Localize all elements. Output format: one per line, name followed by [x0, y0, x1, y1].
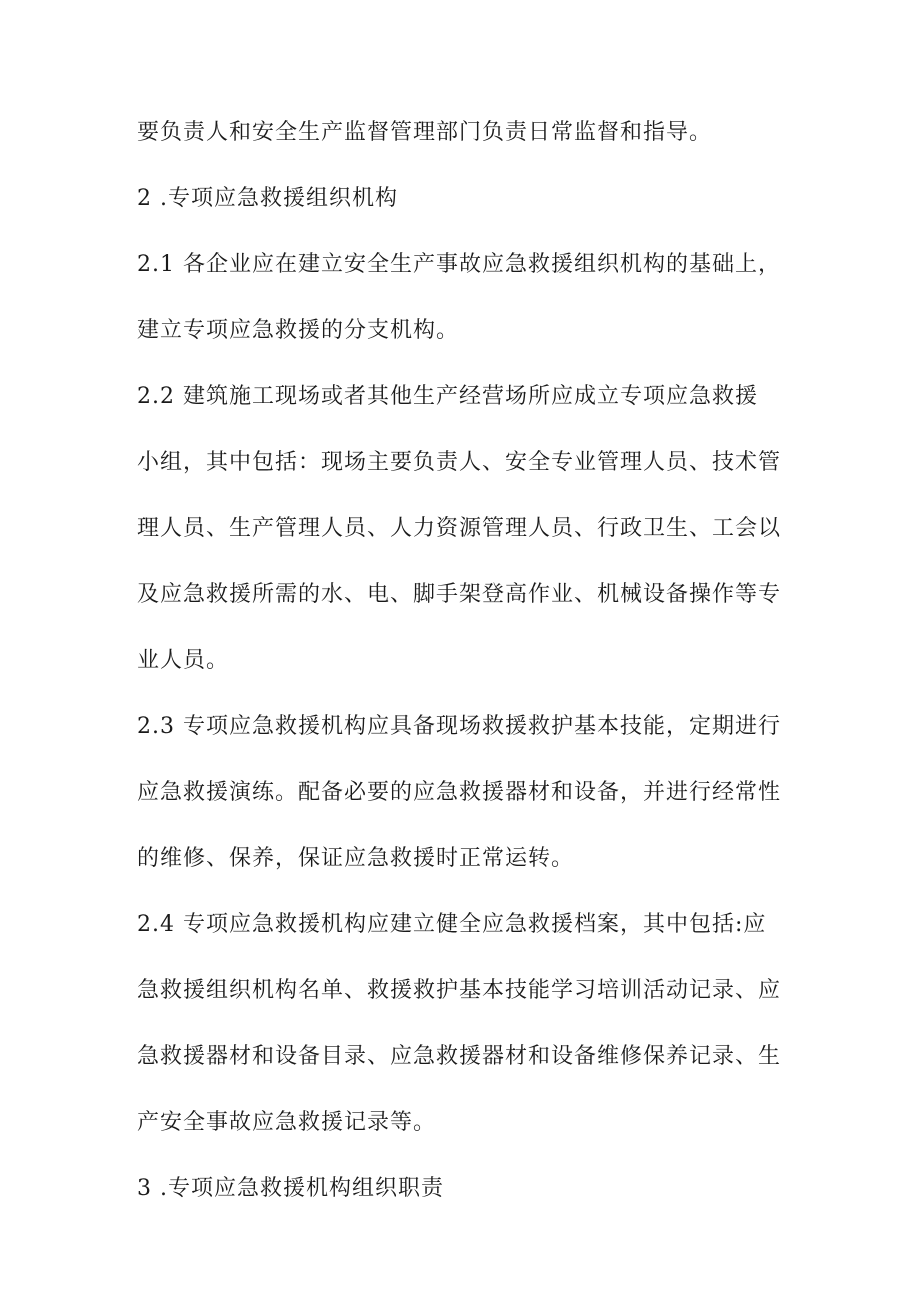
text-line: 2.3 专项应急救援机构应具备现场救援救护基本技能，定期进行: [137, 714, 781, 739]
text-line: 产安全事故应急救援记录等。: [137, 1110, 437, 1135]
text-line: 建立专项应急救援的分支机构。: [137, 318, 460, 343]
text-line: 小组，其中包括：现场主要负责人、安全专业管理人员、技术管: [137, 450, 782, 475]
section-heading: 2 .专项应急救援组织机构: [137, 186, 398, 211]
text-line: 的维修、保养，保证应急救援时正常运转。: [137, 846, 575, 871]
text-line: 理人员、生产管理人员、人力资源管理人员、行政卫生、工会以: [137, 516, 782, 541]
text-line: 急救援器材和设备目录、应急救援器材和设备维修保养记录、生: [137, 1044, 782, 1069]
text-line: 业人员。: [137, 648, 230, 673]
text-line: 应急救援演练。配备必要的应急救援器材和设备，并进行经常性: [137, 780, 782, 805]
text-line: 2.2 建筑施工现场或者其他生产经营场所应成立专项应急救援: [137, 384, 758, 409]
text-line: 要负责人和安全生产监督管理部门负责日常监督和指导。: [137, 120, 713, 145]
text-line: 急救援组织机构名单、救援救护基本技能学习培训活动记录、应: [137, 978, 782, 1003]
text-line: 2.1 各企业应在建立安全生产事故应急救援组织机构的基础上，: [137, 252, 781, 277]
text-line: 2.4 专项应急救援机构应建立健全应急救援档案，其中包括:应: [137, 912, 767, 937]
text-line: 及应急救援所需的水、电、脚手架登高作业、机械设备操作等专: [137, 582, 782, 607]
section-heading: 3 .专项应急救援机构组织职责: [137, 1176, 444, 1201]
